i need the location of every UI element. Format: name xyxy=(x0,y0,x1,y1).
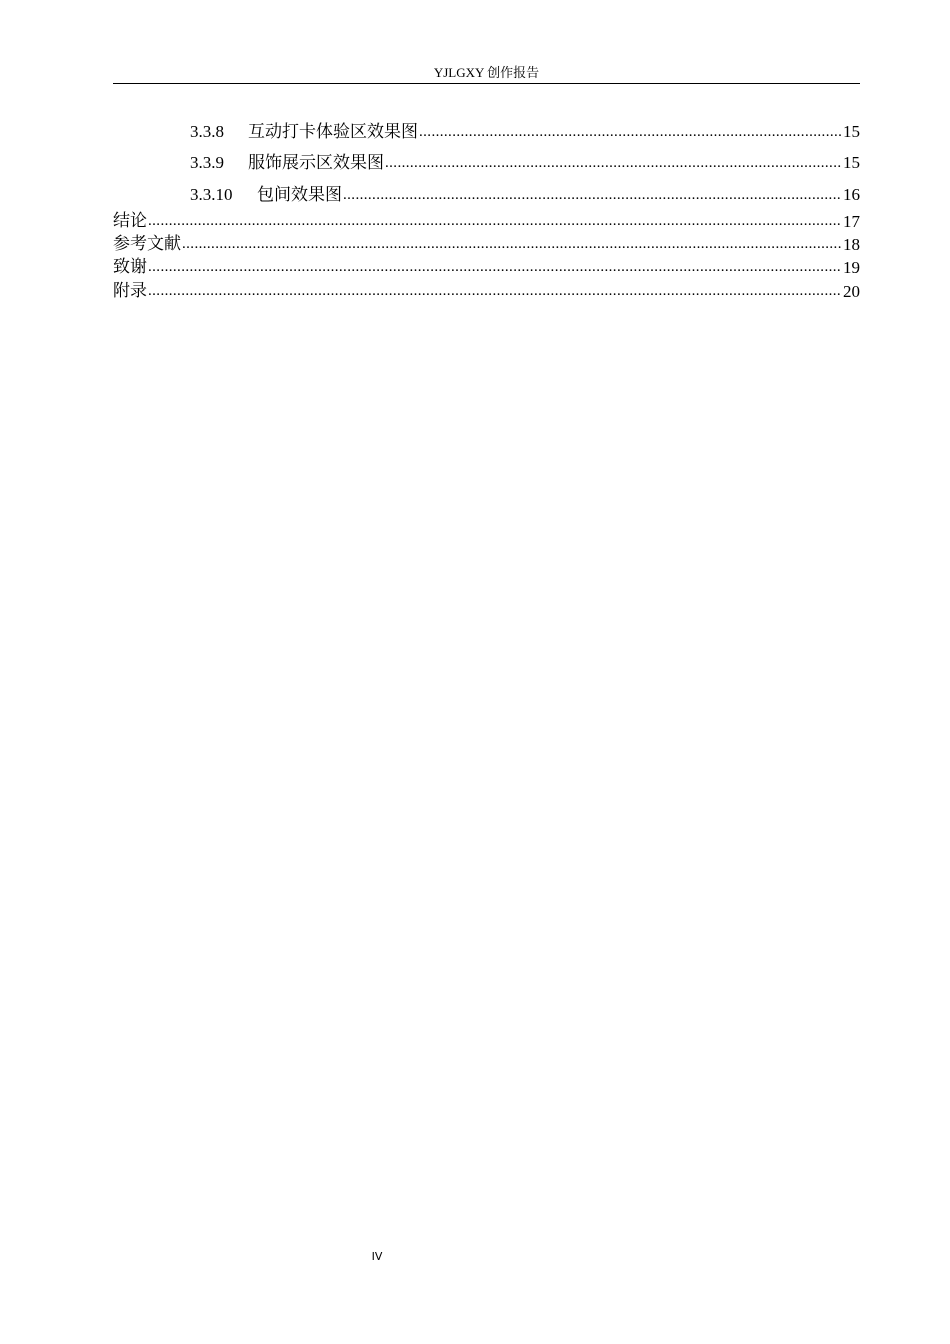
toc-entry-title: 结论 xyxy=(113,211,147,231)
toc-entry-page: 15 xyxy=(843,153,860,172)
toc-leader-dots xyxy=(148,281,842,302)
toc-entry[interactable] xyxy=(113,211,860,232)
page-number-footer xyxy=(366,1249,388,1265)
toc-entry-title: 参考文献 xyxy=(113,234,181,254)
toc-entry-page: 16 xyxy=(843,185,860,204)
toc-entry-number: 3.3.10 xyxy=(190,185,233,204)
toc-entry-page: 15 xyxy=(843,122,860,141)
toc-entry-title: 服饰展示区效果图 xyxy=(248,153,384,172)
toc-entry-page: 18 xyxy=(843,235,860,254)
toc-entry-title: 互动打卡体验区效果图 xyxy=(248,122,418,141)
toc-entry[interactable] xyxy=(113,152,860,174)
toc-leader-dots xyxy=(148,211,842,232)
toc-entry-number: 3.3.8 xyxy=(190,122,224,141)
toc-entry[interactable] xyxy=(113,234,860,255)
toc-entry[interactable] xyxy=(113,257,860,278)
toc-entry-title: 附录 xyxy=(113,281,147,301)
toc-entry-page: 17 xyxy=(843,212,860,231)
page-number: IV xyxy=(371,1250,383,1263)
toc-entry-title: 包间效果图 xyxy=(257,185,342,204)
toc-leader-dots xyxy=(182,234,842,255)
toc-entry[interactable] xyxy=(113,121,860,143)
toc-entry-title: 致谢 xyxy=(113,257,147,277)
toc-entry[interactable] xyxy=(113,184,860,206)
toc-leader-dots xyxy=(343,184,842,206)
toc-leader-dots xyxy=(148,257,842,278)
toc-entry-number: 3.3.9 xyxy=(190,153,224,172)
toc-entry-page: 20 xyxy=(843,282,860,301)
toc-entry-page: 19 xyxy=(843,258,860,277)
toc-leader-dots xyxy=(385,152,842,174)
running-header xyxy=(113,64,860,84)
toc-leader-dots xyxy=(419,121,842,143)
toc-entry[interactable] xyxy=(113,281,860,302)
header-title: YJLGXY 创作报告 xyxy=(433,65,540,80)
